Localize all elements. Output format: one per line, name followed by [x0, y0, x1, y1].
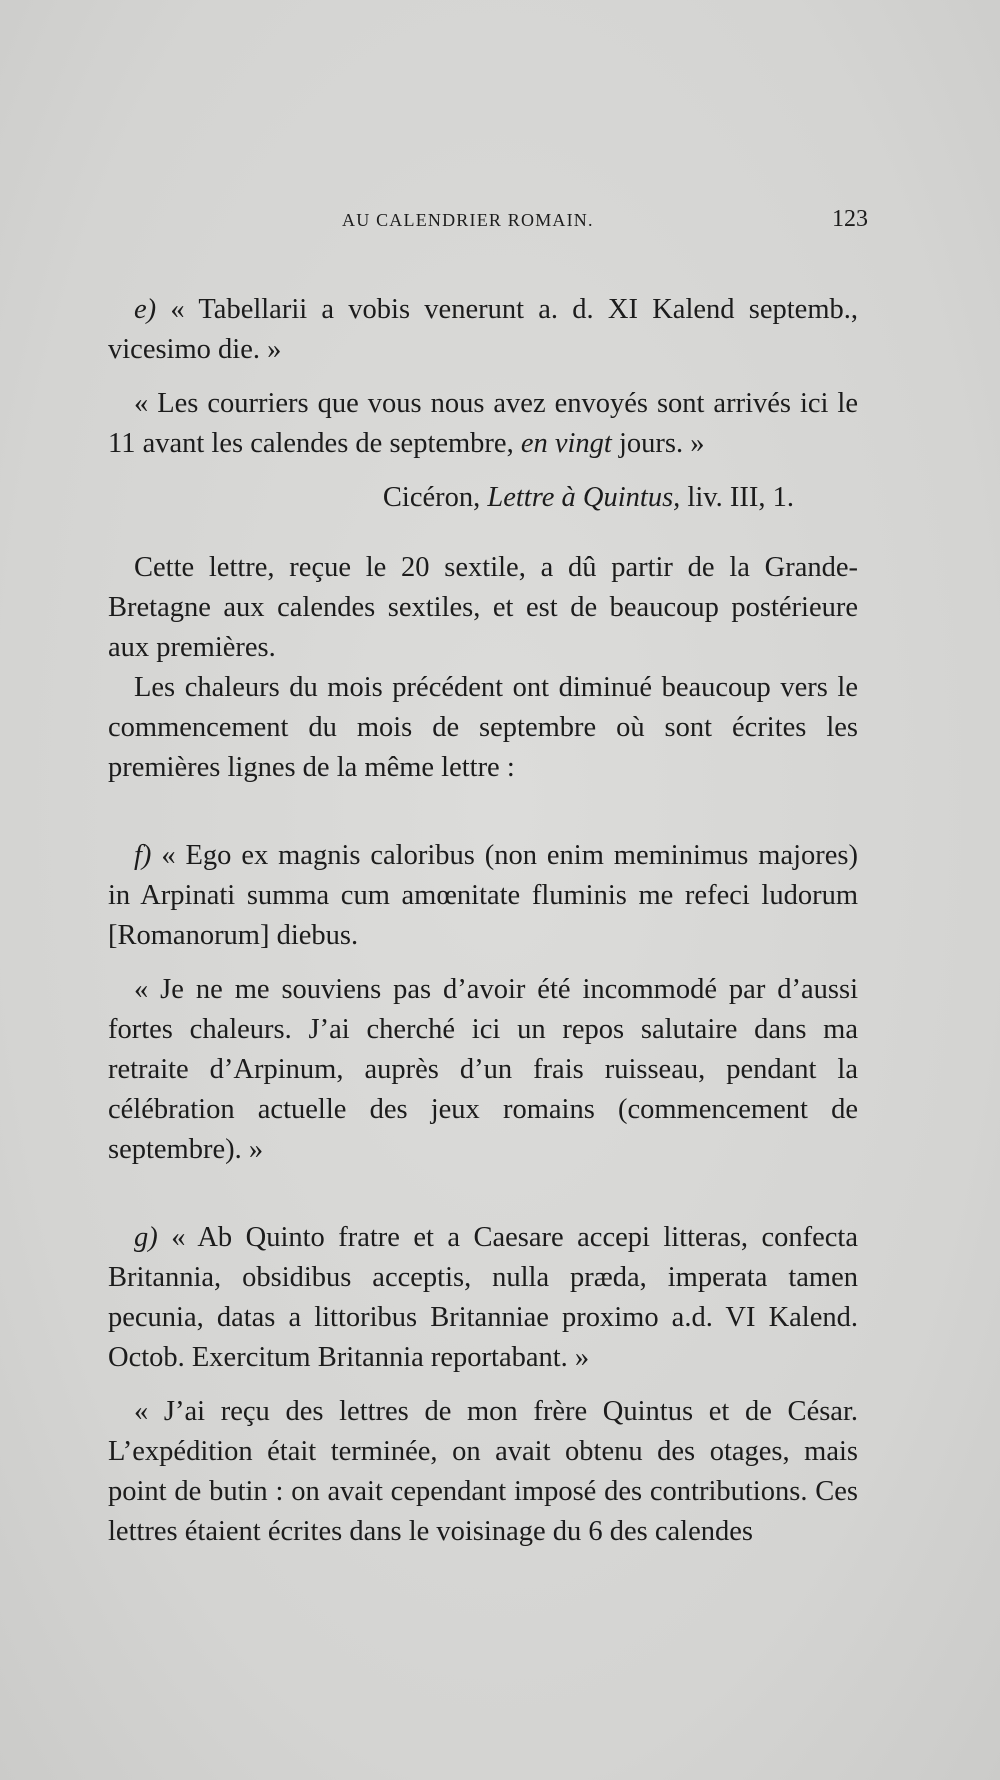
page-body — [108, 290, 858, 1552]
quote-g-latin — [108, 1218, 858, 1378]
quote-f-latin-text: « Ego ex magnis caloribus (non enim meminimus majores) in Arpinati summa cum amœnitate fluminis me refeci ludorum [Romanorum] diebus. — [108, 840, 859, 951]
citation — [108, 478, 858, 518]
quote-g-label: g) — [134, 1222, 158, 1253]
quote-e-label: e) — [134, 294, 157, 325]
quote-e-latin-text: « Tabellarii a vobis venerunt a. d. XI Kalend septemb., vicesimo die. » — [108, 294, 858, 365]
page-header — [108, 206, 868, 250]
quote-e-french-text-1: « Les courriers que vous nous avez envoyés sont arrivés ici le 11 avant les calendes de septembre, — [108, 388, 858, 459]
quote-g-latin-text: « Ab Quinto fratre et a Caesare accepi litteras, confecta Britannia, obsidibus acceptis, nulla præda, imperata tamen pecunia, datas a littoribus Britanniae proximo a.d. VI Kalend. Octob. Exercitum Britannia reportabant. » — [108, 1222, 858, 1373]
paragraph-letter-date: Cette lettre, reçue le 20 sextile, a dû partir de la Grande-Bretagne aux calendes sextiles, et est de beaucoup postérieure aux premières. — [108, 552, 858, 663]
quote-e-french-italic: en vingt — [520, 428, 612, 459]
quote-f-label: f) — [134, 840, 152, 871]
quote-g-french: « J’ai reçu des lettres de mon frère Quintus et de César. L’expédition était terminée, on avait obtenu des otages, mais point de butin : on avait cependant imposé des contributions. Ces lettres étaient écrites dans le voisinage du 6 des calendes — [108, 1396, 858, 1547]
citation-author: Cicéron, — [382, 482, 481, 513]
page-number: 123 — [832, 206, 868, 232]
quote-e-french — [108, 384, 858, 464]
quote-f-french: « Je ne me souviens pas d’avoir été incommodé par d’aussi fortes chaleurs. J’ai cherché ici un repos salutaire dans ma retraite d’Arpinum, auprès d’un frais ruisseau, pendant la célébration actuelle des jeux romains (commencement de septembre). » — [108, 974, 858, 1165]
paragraph-heat: Les chaleurs du mois précédent ont diminué beaucoup vers le commencement du mois de septembre où sont écrites les premières lignes de la même lettre : — [108, 672, 858, 783]
quote-f-latin — [108, 836, 858, 956]
running-title: AU CALENDRIER ROMAIN. — [342, 210, 594, 230]
quote-e-latin — [108, 290, 858, 370]
quote-e-french-text-2: jours. » — [618, 428, 705, 459]
citation-work: Lettre à Quintus, — [487, 482, 681, 513]
citation-ref: liv. III, 1. — [687, 482, 794, 513]
